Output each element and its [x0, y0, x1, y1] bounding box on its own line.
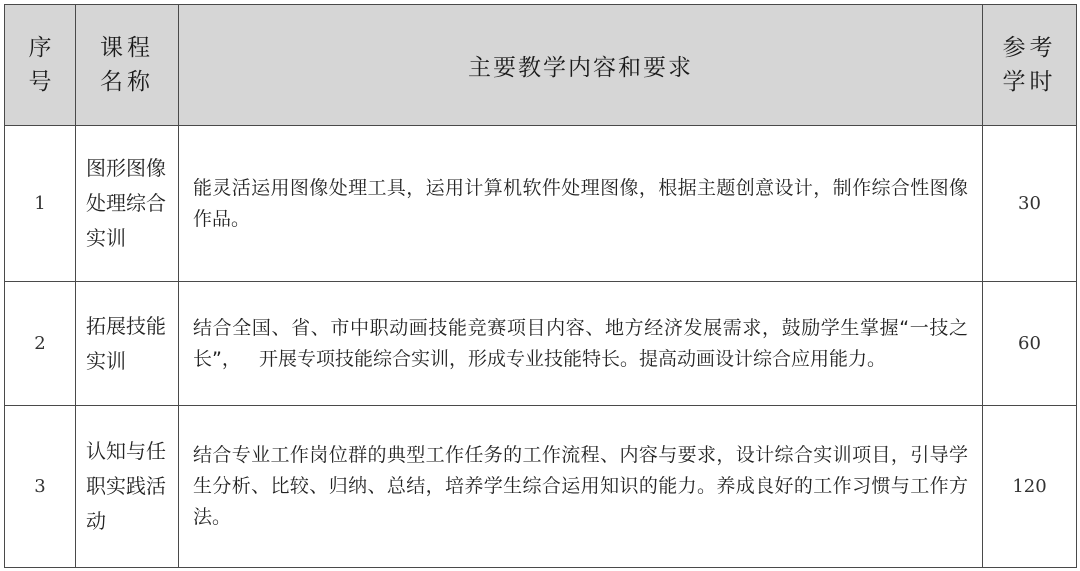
- header-course-name: 课程名称: [76, 5, 179, 126]
- header-content: 主要教学内容和要求: [179, 5, 983, 126]
- row-content: 能灵活运用图像处理工具，运用计算机软件处理图像，根据主题创意设计，制作综合性图像作品。: [179, 126, 983, 282]
- row-course-name: 拓展技能实训: [76, 282, 179, 406]
- row-seq: 1: [5, 126, 76, 282]
- curriculum-table: [4, 4, 1077, 568]
- row-content: 结合专业工作岗位群的典型工作任务的工作流程、内容与要求，设计综合实训项目，引导学生分析、比较、归纳、总结，培养学生综合运用知识的能力。养成良好的工作习惯与工作方法。: [179, 406, 983, 568]
- row-hours: 120: [983, 406, 1077, 568]
- header-row: [5, 5, 1077, 126]
- row-hours: 30: [983, 126, 1077, 282]
- row-seq: 3: [5, 406, 76, 568]
- table-row: [5, 406, 1077, 568]
- table-row: [5, 126, 1077, 282]
- row-content: 结合全国、省、市中职动画技能竞赛项目内容、地方经济发展需求，鼓励学生掌握“一技之长”， 开展专项技能综合实训，形成专业技能特长。提高动画设计综合应用能力。: [179, 282, 983, 406]
- row-seq: 2: [5, 282, 76, 406]
- row-course-name: 认知与任职实践活动: [76, 406, 179, 568]
- row-course-name: 图形图像处理综合实训: [76, 126, 179, 282]
- header-hours: 参考学时: [983, 5, 1077, 126]
- row-hours: 60: [983, 282, 1077, 406]
- table-row: [5, 282, 1077, 406]
- header-seq: 序号: [5, 5, 76, 126]
